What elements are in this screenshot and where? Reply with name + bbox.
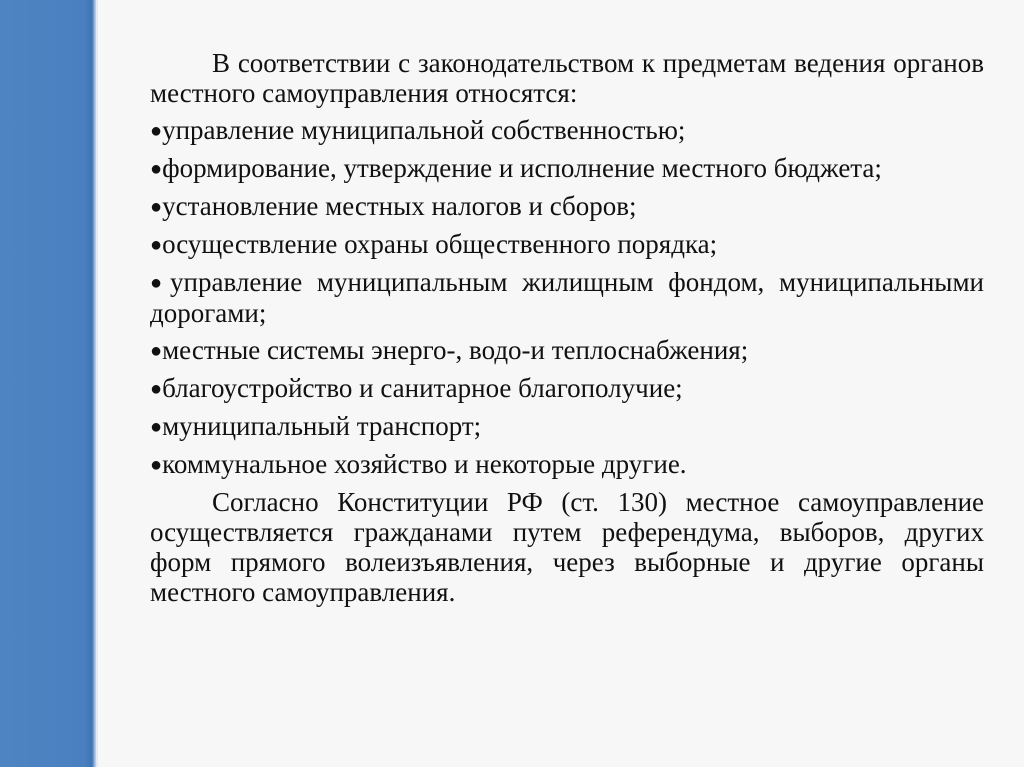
list-item-text: местные системы энерго-, водо-и теплоснабжения; [162, 335, 749, 365]
list-item [150, 153, 984, 184]
list-item-text: осуществление охраны общественного порядка; [162, 229, 718, 259]
bullet-icon: ● [150, 196, 163, 218]
list-item [150, 191, 984, 222]
bullet-icon: ● [150, 416, 163, 438]
list-item [150, 229, 984, 260]
bullet-icon: ● [150, 234, 163, 256]
list-item [150, 411, 984, 442]
list-item-text: формирование, утверждение и исполнение местного бюджета; [162, 153, 882, 183]
bullet-icon: ● [150, 340, 163, 362]
list-item [150, 373, 984, 404]
list-item-text: муниципальный транспорт; [162, 411, 482, 441]
list-item [150, 449, 984, 480]
slide-content [150, 48, 984, 614]
intro-paragraph: В соответствии с законодательством к предметам ведения органов местного самоуправления относятся: [150, 48, 984, 108]
closing-paragraph: Согласно Конституции РФ (ст. 130) местное самоуправление осуществляется гражданами путем референдума, выборов, других форм прямого волеизъявления, через выборные и другие органы местного самоуправления. [150, 487, 984, 607]
list-item-text: благоустройство и санитарное благополучие; [162, 373, 683, 403]
bullet-icon: ● [150, 272, 171, 294]
bullet-icon: ● [150, 454, 163, 476]
list-item-text: управление муниципальной собственностью; [162, 115, 686, 145]
list-item [150, 115, 984, 146]
bullet-icon: ● [150, 158, 163, 180]
list-item-text: управление муниципальным жилищным фондом, муниципальными дорогами; [150, 267, 984, 328]
list-item-text: установление местных налогов и сборов; [162, 191, 637, 221]
list-item-text: коммунальное хозяйство и некоторые другие. [162, 449, 687, 479]
side-accent-band [0, 0, 96, 767]
bullet-icon: ● [150, 378, 163, 400]
bullet-list [150, 115, 984, 480]
list-item [150, 335, 984, 366]
list-item [150, 267, 984, 328]
bullet-icon: ● [150, 120, 163, 142]
